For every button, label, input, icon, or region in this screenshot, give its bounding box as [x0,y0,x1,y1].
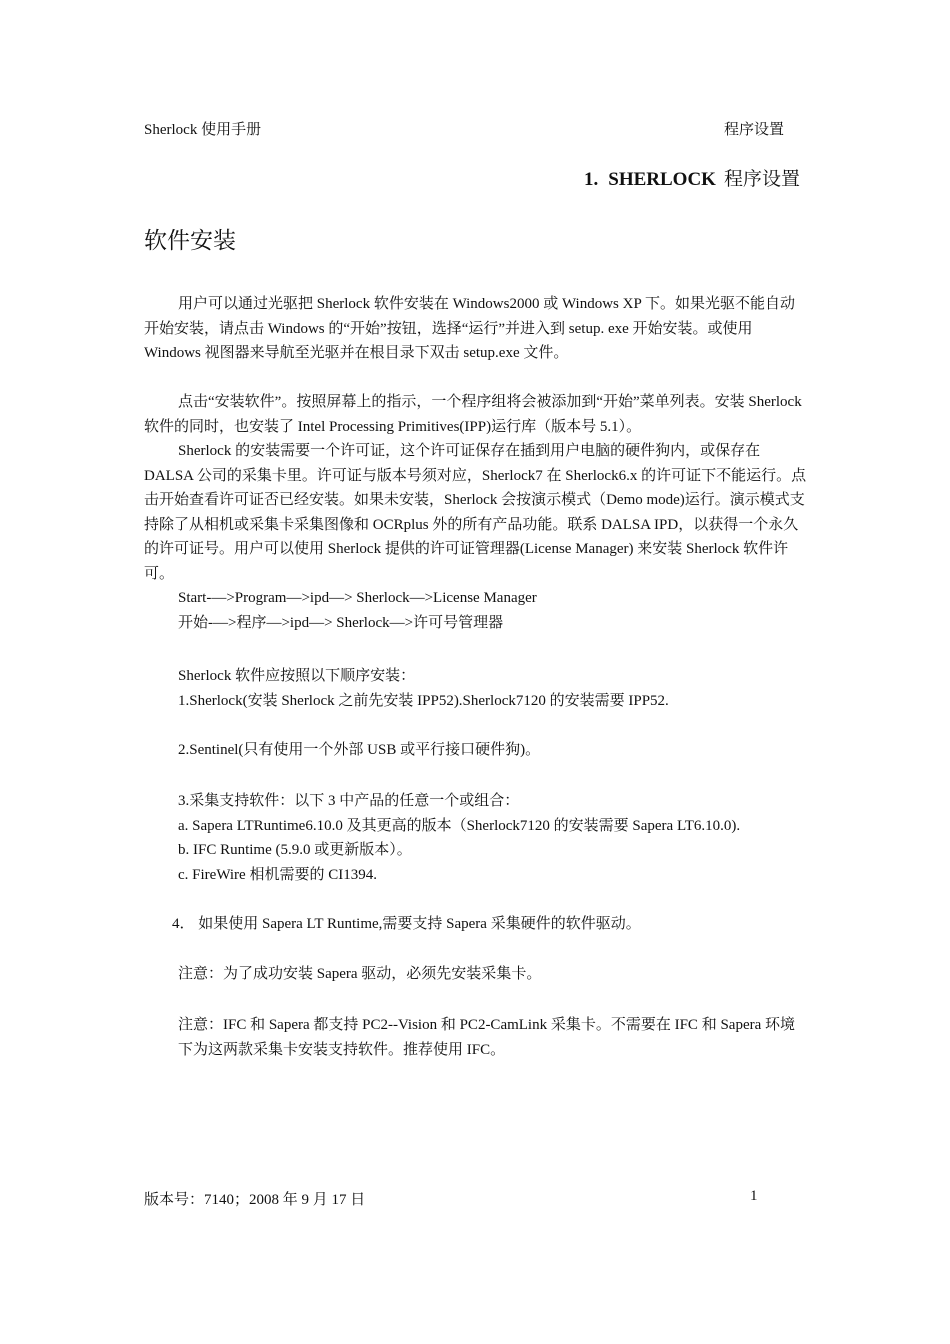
note-block-1 [144,962,807,987]
note-text: 注意：为了成功安装 Sapera 驱动，必须先安装采集卡。 [178,966,542,982]
list-item: 1.Sherlock(安装 Sherlock 之前先安装 IPP52).Sherlock7120 的安装需要 IPP52. [178,692,669,709]
menu-path-en: Start-—>Program—>ipd—> Sherlock—>License Manager [178,590,537,606]
menu-path-cn: 开始-—>程序—>ipd—> Sherlock—>许可号管理器 [178,614,504,631]
section-title: 软件安装 [144,228,236,253]
footer-page-number: 1 [750,1188,758,1204]
paragraph-install-intro [144,292,807,366]
paragraph-text: 点击“安装软件”。按照屏幕上的指示，一个程序组将会被添加到“开始”菜单列表。安装 Sherlock 软件的同时，也安装了 Intel Processing Primitives(IPP)运行库（版本号 5.1）。 [144,394,802,435]
header-right: 程序设置 [724,122,785,138]
list-item: 4． 如果使用 Sapera LT Runtime,需要支持 Sapera 采集硬件的软件驱动。 [172,916,641,932]
list-intro: Sherlock 软件应按照以下顺序安装： [178,668,416,684]
list-item: b. IFC Runtime (5.9.0 或更新版本）。 [178,842,412,858]
footer-version: 版本号：7140；2008 年 9 月 17 日 [144,1192,366,1208]
note-block-2 [144,1013,807,1062]
paragraph-license [144,390,807,635]
list-item: c. FireWire 相机需要的 CI1394. [178,866,377,883]
list-item: 3.采集支持软件：以下 3 中产品的任意一个或组合： [178,793,520,809]
header-left: Sherlock 使用手册 [144,122,262,138]
install-order-list [144,664,807,713]
list-item: a. Sapera LTRuntime6.10.0 及其更高的版本（Sherlock7120 的安装需要 Sapera LT6.10.0). [178,817,741,834]
paragraph-text: 用户可以通过光驱把 Sherlock 软件安装在 Windows2000 或 Windows XP 下。如果光驱不能自动开始安装，请点击 Windows 的“开始”按钮，选择“运行”并进入到 setup. exe 开始安装。或使用 Windows 视图器来导航至光驱并在根目录下双击 setup.exe 文件。 [144,296,795,361]
list-block-3 [144,789,807,887]
chapter-keyword: SHERLOCK [608,169,716,190]
list-block-4 [172,912,835,937]
chapter-number: 1. [584,169,599,190]
list-item: 2.Sentinel(只有使用一个外部 USB 或平行接口硬件狗)。 [178,742,541,758]
chapter-heading [584,164,800,191]
paragraph-text: Sherlock 的安装需要一个许可证，这个许可证保存在插到用户电脑的硬件狗内，或保存在 DALSA 公司的采集卡里。许可证与版本号须对应，Sherlock7 在 Sherlock6.x 的许可证下不能运行。点击开始查看许可证否已经安装。如果未安装，Sherlock 会按演示模式（Demo mode)运行。演示模式支持除了从相机或采集卡采集图像和 OCRplus 外的所有产品功能。联系 DALSA IPD，以获得一个永久的许可证号。用户可以使用 Sherlock 提供的许可证管理器(License Manager) 来安装 Sherlock 软件许可。 [144,443,807,582]
chapter-title: 程序设置 [723,169,800,190]
note-text: 注意：IFC 和 Sapera 都支持 PC2--Vision 和 PC2-CamLink 采集卡。不需要在 IFC 和 Sapera 环境下为这两款采集卡安装支持软件。推荐使用 IFC。 [178,1017,796,1058]
list-block-2 [144,738,807,763]
